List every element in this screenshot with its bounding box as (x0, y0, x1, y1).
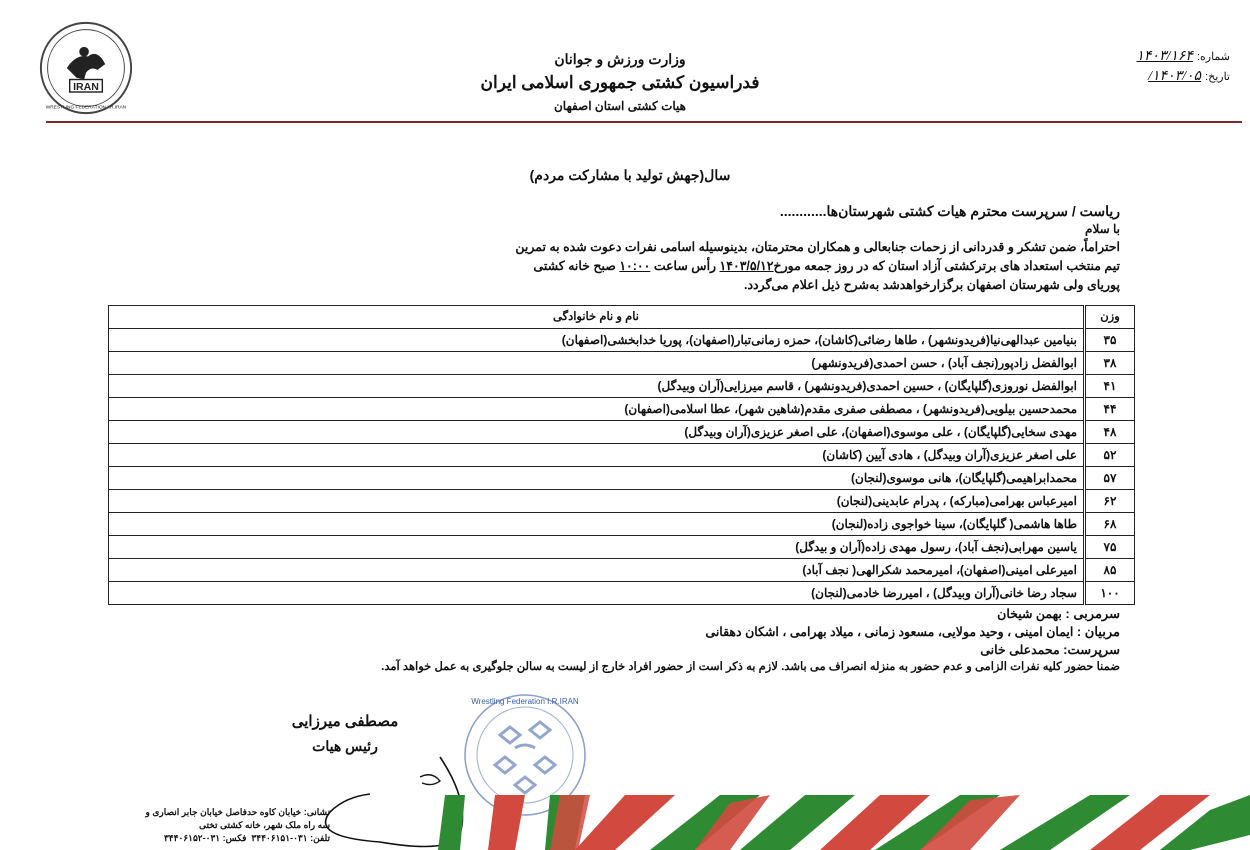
footer-contact (60, 806, 330, 845)
names-column-header: نام و نام خانوادگی (109, 306, 1085, 329)
ref-number-label: شماره: (1196, 51, 1230, 63)
weight-column-header: وزن (1085, 306, 1135, 329)
head-coach (105, 605, 1135, 623)
weight-cell: ۷۵ (1085, 536, 1135, 559)
head-coach-label: سرمربی : (1065, 606, 1120, 621)
letter-main-column (105, 202, 1135, 676)
coaches (105, 623, 1135, 641)
names-cell: یاسین مهرابی(نجف آباد)، رسول مهدی زاده(آران و بیدگل) (109, 536, 1085, 559)
event-time: ۱۰:۰۰ (619, 259, 651, 273)
supervisor-name: محمدعلی خانی (980, 643, 1060, 657)
head-coach-name: بهمن شیخان (997, 607, 1062, 621)
footer-address-line-1: نشانی: خیابان کاوه حدفاصل خیابان جابر انصاری و (145, 807, 330, 817)
names-cell: سجاد رضا خانی(آران وبیدگل) ، امیررضا خادمی(لنجان) (109, 582, 1085, 605)
ref-date-label: تاریخ: (1205, 71, 1230, 83)
weight-cell: ۶۸ (1085, 513, 1135, 536)
footer-address-line-2: سه راه ملک شهر، خانه کشتی تختی (198, 820, 330, 830)
year-slogan: سال(جهش تولید با مشارکت مردم) (529, 167, 731, 183)
weight-cell: ۵۲ (1085, 444, 1135, 467)
table-row (109, 375, 1135, 398)
names-cell: ابوالفضل نوروزی(گلپایگان) ، حسین احمدی(فریدونشهر) ، قاسم میرزایی(آران وبیدگل) (109, 375, 1085, 398)
table-header-row (109, 306, 1135, 329)
table-row (109, 467, 1135, 490)
table-row (109, 329, 1135, 352)
federation-logo (38, 20, 134, 116)
names-cell: محمدحسین بیلویی(فریدونشهر) ، مصطفی صفری مقدم(شاهین شهر)، عطا اسلامی(اصفهان) (109, 398, 1085, 421)
body-line-2 (105, 257, 1120, 276)
ref-date-row (1010, 68, 1230, 88)
table-row (109, 352, 1135, 375)
names-cell: مهدی سخایی(گلپایگان) ، علی موسوی(اصفهان)، علی اصغر عزیزی(آران وبیدگل) (109, 421, 1085, 444)
names-cell: محمدابراهیمی(گلپایگان)، هانی موسوی(لنجان) (109, 467, 1085, 490)
table-row (109, 582, 1135, 605)
weight-cell: ۳۵ (1085, 329, 1135, 352)
names-cell: ابوالفضل زادپور(نجف آباد) ، حسن احمدی(فریدونشهر) (109, 352, 1085, 375)
names-cell: امیرعباس بهرامی(مبارکه) ، پدرام عابدینی(لنجان) (109, 490, 1085, 513)
weight-cell: ۵۷ (1085, 467, 1135, 490)
table-row (109, 559, 1135, 582)
supervisor-label: سرپرست: (1063, 642, 1120, 657)
logo-text: IRAN (73, 81, 99, 94)
names-cell: علی اصغر عزیزی(آران وبیدگل) ، هادی آیین (کاشان) (109, 444, 1085, 467)
attendance-note: ضمنا حضور کلیه نفرات الزامی و عدم حضور به منزله انصراف می باشد. لازم به ذکر است از حضور افراد خارج از لیست به سالن جلوگیری به عمل خواهد آمد. (381, 661, 1120, 673)
table-row (109, 490, 1135, 513)
table-row (109, 536, 1135, 559)
weight-cell: ۳۸ (1085, 352, 1135, 375)
coaches-names: ایمان امینی ، وحید مولایی، مسعود زمانی ، میلاد بهرامی ، اشکان دهقانی (705, 625, 1074, 639)
table-row (109, 421, 1135, 444)
footer-phone-fax (60, 832, 330, 845)
signatory-name: مصطفی میرزایی (291, 713, 399, 730)
table-row (109, 444, 1135, 467)
table-body (109, 329, 1135, 605)
signatory-block (280, 712, 410, 756)
stamp-text: Wrestling Federation I.R.IRAN (471, 697, 579, 706)
footer-phone: تلفن: ۰۳۱-۳۴۴۰۶۱۵۱ (251, 833, 330, 843)
supervisor (105, 641, 1135, 659)
weight-cell: ۴۱ (1085, 375, 1135, 398)
invitee-table (108, 305, 1135, 605)
provincial-board-name: هیات کشتی استان اصفهان (553, 99, 687, 113)
body-line-1: احتراماً، ضمن تشکر و قدردانی از زحمات جنابعالی و همکاران محترمتان، بدینوسیله اسامی نفرات دعوت شده به تمرین (515, 240, 1120, 254)
addressee: ریاست / سرپرست محترم هیات کشتی شهرستان‌ها............ (779, 203, 1120, 219)
ministry-name: وزارت ورزش و جوانان (554, 51, 686, 67)
event-date: ۱۴۰۳/۵/۱۲ (719, 259, 774, 273)
body-line-3: پوریای ولی شهرستان اصفهان برگزارخواهدشد به‌شرح ذیل اعلام می‌گردد. (743, 278, 1120, 292)
federation-name: فدراسیون کشتی جمهوری اسلامی ایران (480, 73, 760, 92)
weight-cell: ۱۰۰ (1085, 582, 1135, 605)
header-divider (46, 121, 1242, 123)
footer-fax: فکس: ۰۳۱-۳۴۴۰۶۱۵۲ (163, 833, 247, 843)
body-line-2-end: صبح خانه کشتی (533, 259, 620, 273)
weight-cell: ۸۵ (1085, 559, 1135, 582)
signatory-title: رئیس هیات (312, 738, 378, 754)
stripe-group (438, 795, 1250, 850)
ref-number-row (1010, 48, 1230, 68)
decorative-stripes (400, 795, 1250, 850)
greeting: با سلام (1085, 222, 1120, 236)
ref-number-value: ۱۴۰۳/۱۶۴ (1136, 49, 1193, 64)
coaches-label: مربیان : (1076, 624, 1120, 639)
reference-box (1010, 48, 1230, 88)
names-cell: طاها هاشمی( گلپایگان)، سینا خواجوی زاده(لنجان) (109, 513, 1085, 536)
weight-cell: ۶۲ (1085, 490, 1135, 513)
table-row (109, 513, 1135, 536)
weight-cell: ۴۴ (1085, 398, 1135, 421)
names-cell: امیرعلی امینی(اصفهان)، امیرمحمد شکرالهی( نجف آباد) (109, 559, 1085, 582)
ref-date-value: ۱۴۰۳/۰۵/ (1148, 69, 1202, 84)
names-cell: بنیامین عبدالهی‌نیا(فریدونشهر) ، طاها رضائی(کاشان)، حمزه زمانی‌تبار(اصفهان)، پوریا خدابخشی(اصفهان) (109, 329, 1085, 352)
weight-cell: ۴۸ (1085, 421, 1135, 444)
body-line-2-start: تیم منتخب استعداد های برترکشتی آزاد استان که در روز جمعه مورخ (773, 259, 1120, 273)
logo-ring-text: WRESTLING FEDERATION I.R.IRAN (45, 105, 127, 111)
table-row (109, 398, 1135, 421)
body-line-2-mid: رأس ساعت (650, 259, 720, 273)
letter-body (105, 238, 1135, 295)
